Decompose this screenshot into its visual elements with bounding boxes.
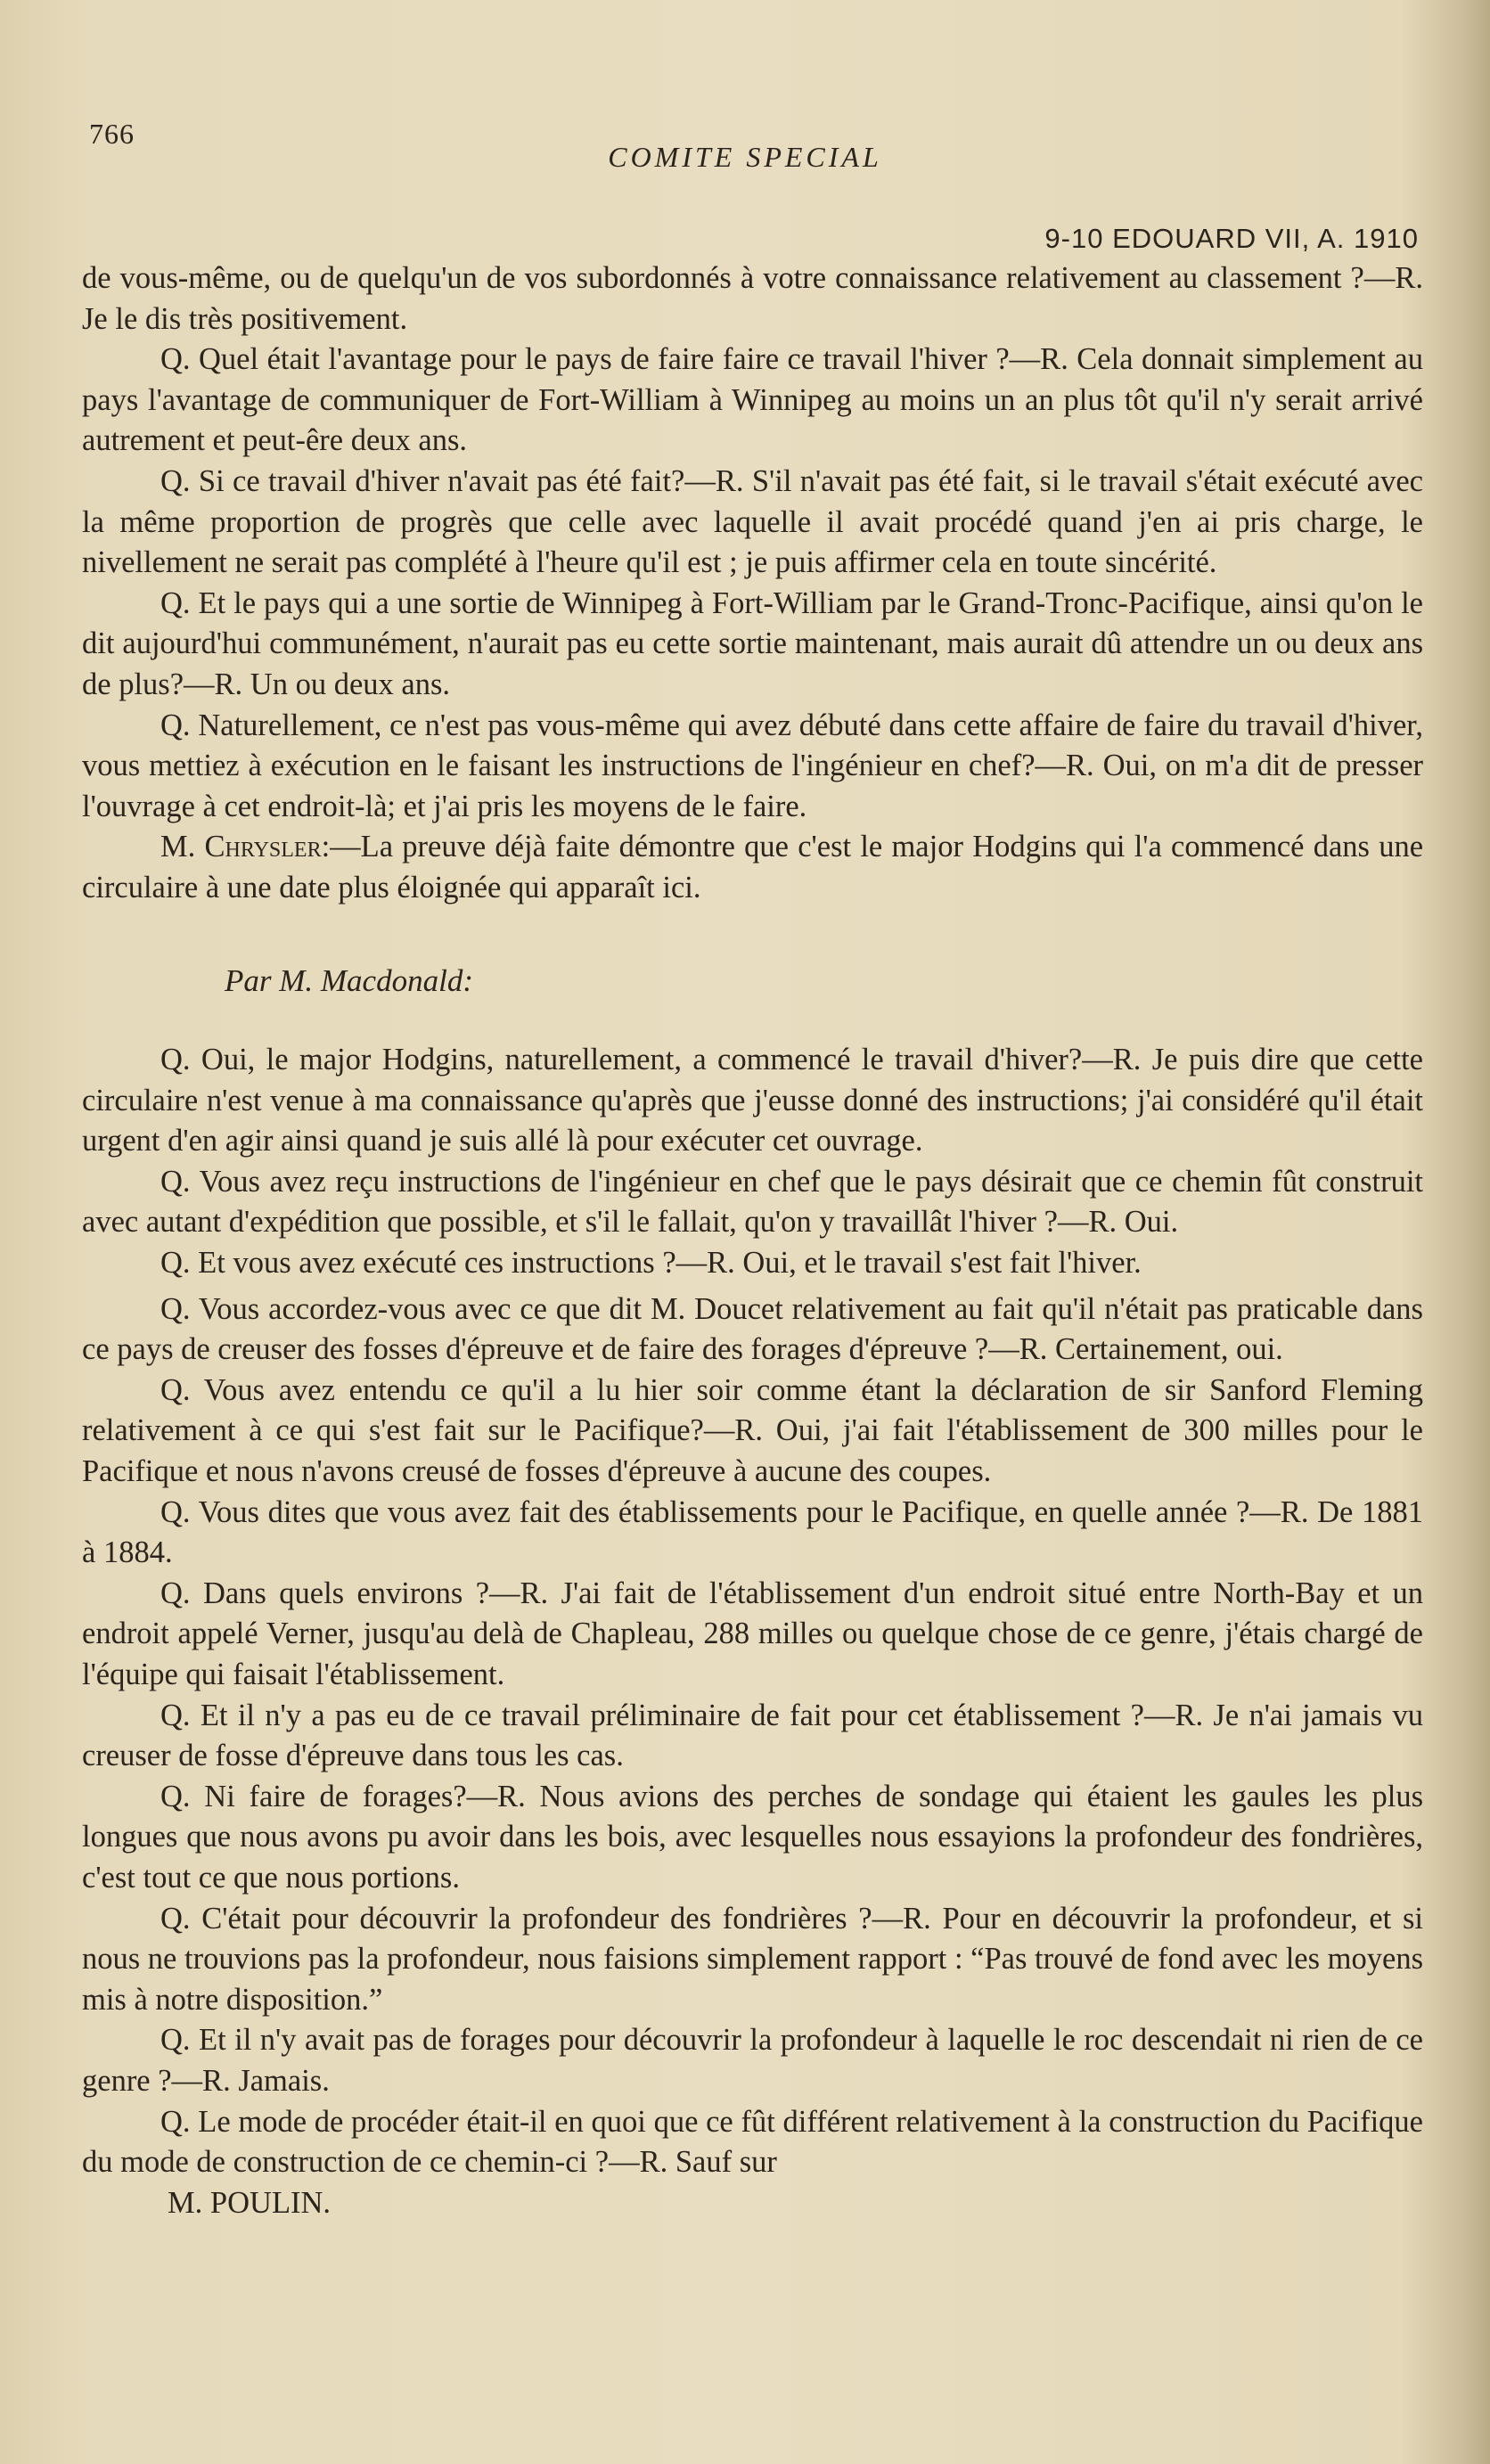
page-number: 766: [89, 118, 135, 150]
paragraph: Q. Vous avez reçu instructions de l'ingénieur en chef que le pays désirait que ce chemin fût construit avec autant d'expédition que possible, et s'il le fallait, qu'on y travaillât l'hiver ?—R. Oui.: [82, 1164, 1423, 1240]
paragraph: Q. Et vous avez exécuté ces instructions ?—R. Oui, et le travail s'est fait l'hiver.: [160, 1246, 1142, 1281]
paragraph: Q. Quel était l'avantage pour le pays de faire faire ce travail l'hiver ?—R. Cela donnait simplement au pays l'avantage de communiquer de Fort-William à Winnipeg au moins un an plus tôt qu'il n'y serait arrivé autrement et peut-êre deux ans.: [82, 342, 1423, 458]
running-head: COMITE SPECIAL: [608, 141, 882, 173]
paragraph: Q. Oui, le major Hodgins, naturellement, a commencé le travail d'hiver?—R. Je puis dire que cette circulaire n'est venue à ma connaissance qu'après que j'eusse donné des instructions; j'ai considéré qu'il était urgent d'en agir ainsi quand je suis allé là pour exécuter cet ouvrage.: [82, 1043, 1423, 1158]
speaker-name: M. Chrysler: [160, 830, 322, 864]
paragraph: Q. Le mode de procéder était-il en quoi que ce fût différent relativement à la construction du Pacifique du mode de construction de ce chemin-ci ?—R. Sauf sur: [82, 2104, 1423, 2180]
signature: M. POULIN.: [168, 2185, 332, 2220]
body-text: [82, 258, 1423, 2223]
paragraph: Q. Et le pays qui a une sortie de Winnipeg à Fort-William par le Grand-Tronc-Pacifique, ainsi qu'on le dit aujourd'hui communément, n'aurait pas eu cette sortie maintenant, mais aurait dû attendre un ou deux ans de plus?—R. Un ou deux ans.: [82, 585, 1423, 701]
paragraph: [82, 827, 1423, 908]
paragraph: Q. Ni faire de forages?—R. Nous avions des perches de sondage qui étaient les gaules les plus longues que nous avons pu avoir dans les bois, avec lesquelles nous essayions la profondeur des fondrières, c'est tout ce que nous portions.: [82, 1779, 1423, 1895]
session-header: 9-10 EDOUARD VII, A. 1910: [1044, 223, 1419, 254]
speaker-text: :—La preuve déjà faite démontre que c'est le major Hodgins qui l'a commencé dans une circulaire à une date plus éloignée qui apparaît ici.: [82, 830, 1424, 905]
paragraph: Q. Et il n'y avait pas de forages pour découvrir la profondeur à laquelle le roc descendait ni rien de ce genre ?—R. Jamais.: [82, 2023, 1423, 2098]
paragraph: Q. Et il n'y a pas eu de ce travail préliminaire de fait pour cet établissement ?—R. Je n'ai jamais vu creuser de fosse d'épreuve dans tous les cas.: [82, 1698, 1423, 1773]
section-heading: Par M. Macdonald:: [225, 962, 473, 998]
paragraph: Q. Vous dites que vous avez fait des établissements pour le Pacifique, en quelle année ?—R. De 1881 à 1884.: [82, 1494, 1423, 1570]
paragraph: Q. Dans quels environs ?—R. J'ai fait de l'établissement d'un endroit situé entre North-Bay et un endroit appelé Verner, jusqu'au delà de Chapleau, 288 milles ou quelque chose de ce genre, j'étais chargé de l'équipe qui faisait l'établissement.: [82, 1576, 1423, 1691]
paragraph: Q. C'était pour découvrir la profondeur des fondrières ?—R. Pour en découvrir la profondeur, et si nous ne trouvions pas la profondeur, nous faisions simplement rapport : “Pas trouvé de fond avec les moyens mis à notre disposition.”: [82, 1901, 1423, 2017]
paragraph: Q. Vous avez entendu ce qu'il a lu hier soir comme étant la déclaration de sir Sanford Fleming relativement à ce qui s'est fait sur le Pacifique?—R. Oui, j'ai fait l'établissement de 300 milles pour le Pacifique et nous n'avons creusé de fosses d'épreuve à aucune des coupes.: [82, 1372, 1423, 1489]
paragraph: Q. Naturellement, ce n'est pas vous-même qui avez débuté dans cette affaire de faire du travail d'hiver, vous mettiez à exécution en le faisant les instructions de l'ingénieur en chef?—R. Oui, on m'a dit de presser l'ouvrage à cet endroit-là; et j'ai pris les moyens de le faire.: [82, 708, 1423, 823]
paragraph: Q. Vous accordez-vous avec ce que dit M. Doucet relativement au fait qu'il n'était pas praticable dans ce pays de creuser des fosses d'épreuve et de faire des forages d'épreuve ?—R. Certainement, oui.: [82, 1291, 1423, 1367]
paragraph: Q. Si ce travail d'hiver n'avait pas été fait?—R. S'il n'avait pas été fait, si le travail s'était exécuté avec la même proportion de progrès que celle avec laquelle il avait procédé quand j'en ai pris charge, le nivellement ne serait pas complété à l'heure qu'il est ; je puis affirmer cela en toute sincérité.: [82, 463, 1423, 580]
paragraph: de vous-même, ou de quelqu'un de vos subordonnés à votre connaissance relativement au classement ?—R. Je le dis très positivement.: [82, 261, 1423, 336]
